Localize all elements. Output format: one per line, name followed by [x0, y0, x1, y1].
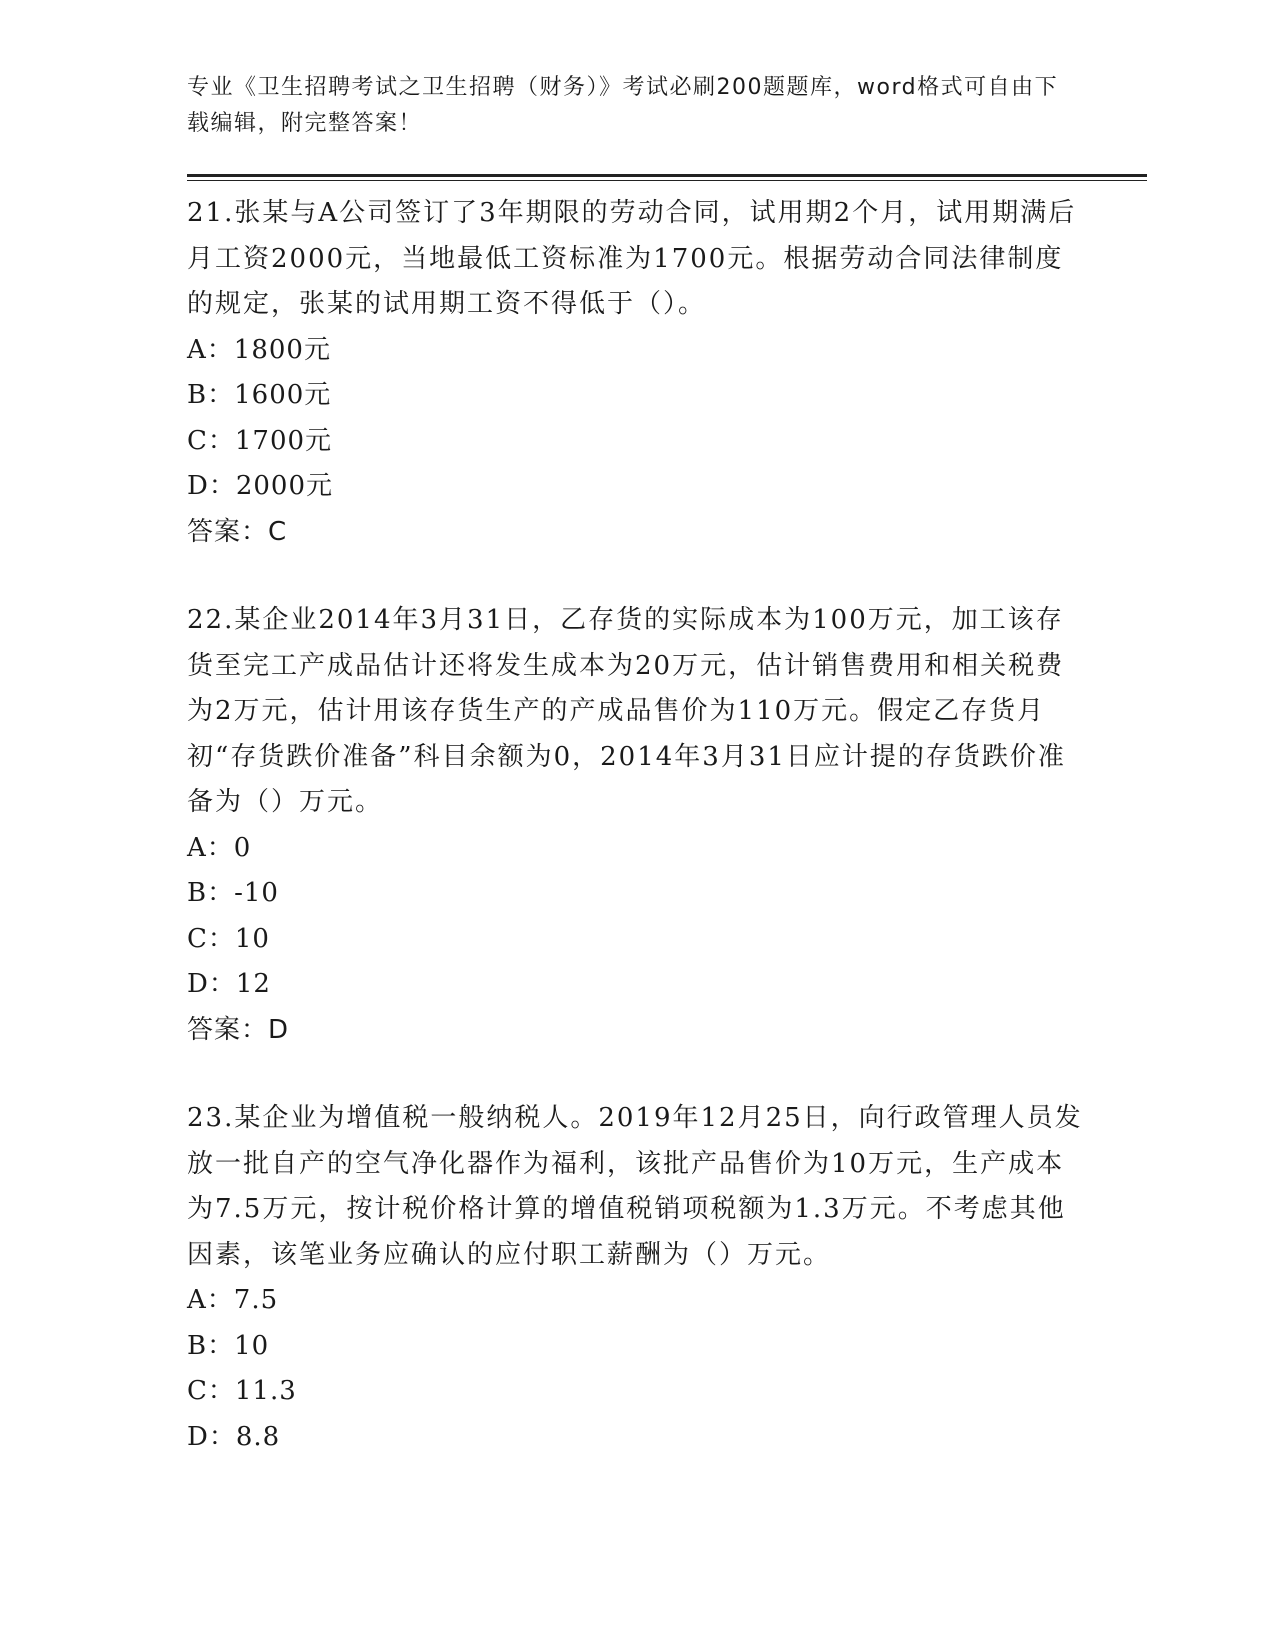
- option-c: C：1700元: [187, 425, 333, 456]
- document-page: [187, 70, 1147, 1460]
- answer-line: 答案：D: [187, 1014, 290, 1045]
- option-d: D：2000元: [187, 471, 334, 501]
- option-c: C：11.3: [187, 1376, 297, 1406]
- question-stem: 21.张某与A公司签订了3年期限的劳动合同，试用期2个月，试用期满后月工资2000元，当地最低工资标准为1700元。根据劳动合同法律制度的规定，张某的试用期工资不得低于（）。: [187, 198, 1077, 319]
- question-stem: 23.某企业为增值税一般纳税人。2019年12月25日，向行政管理人员发放一批自产的空气净化器作为福利，该批产品售价为10万元，生产成本为7.5万元，按计税价格计算的增值税销项税额为1.3万元。不考虑其他因素，该笔业务应确认的应付职工薪酬为（）万元。: [187, 1103, 1083, 1270]
- option-d: D：8.8: [187, 1421, 281, 1452]
- header-divider: [187, 174, 1147, 181]
- question-22: [187, 598, 1147, 1053]
- option-b: B：10: [187, 1330, 270, 1361]
- document-header: 专业《卫生招聘考试之卫生招聘（财务）》考试必刷200题题库，word格式可自由下载编辑，附完整答案！: [187, 75, 1059, 136]
- answer-line: 答案：C: [187, 516, 288, 547]
- question-stem: 22.某企业2014年3月31日，乙存货的实际成本为100万元，加工该存货至完工产成品估计还将发生成本为20万元，估计销售费用和相关税费为2万元，估计用该存货生产的产成品售价为110万元。假定乙存货月初“存货跌价准备”科目余额为0，2014年3月31日应计提的存货跌价准备为（）万元。: [187, 605, 1066, 817]
- option-c: C：10: [187, 923, 270, 954]
- option-b: B：-10: [187, 878, 279, 908]
- option-a: A：0: [187, 832, 252, 863]
- question-23: [187, 1096, 1147, 1460]
- option-a: A：7.5: [187, 1285, 279, 1315]
- option-a: A：1800元: [187, 334, 331, 365]
- option-d: D：12: [187, 969, 271, 999]
- question-21: [187, 191, 1147, 555]
- option-b: B：1600元: [187, 380, 332, 410]
